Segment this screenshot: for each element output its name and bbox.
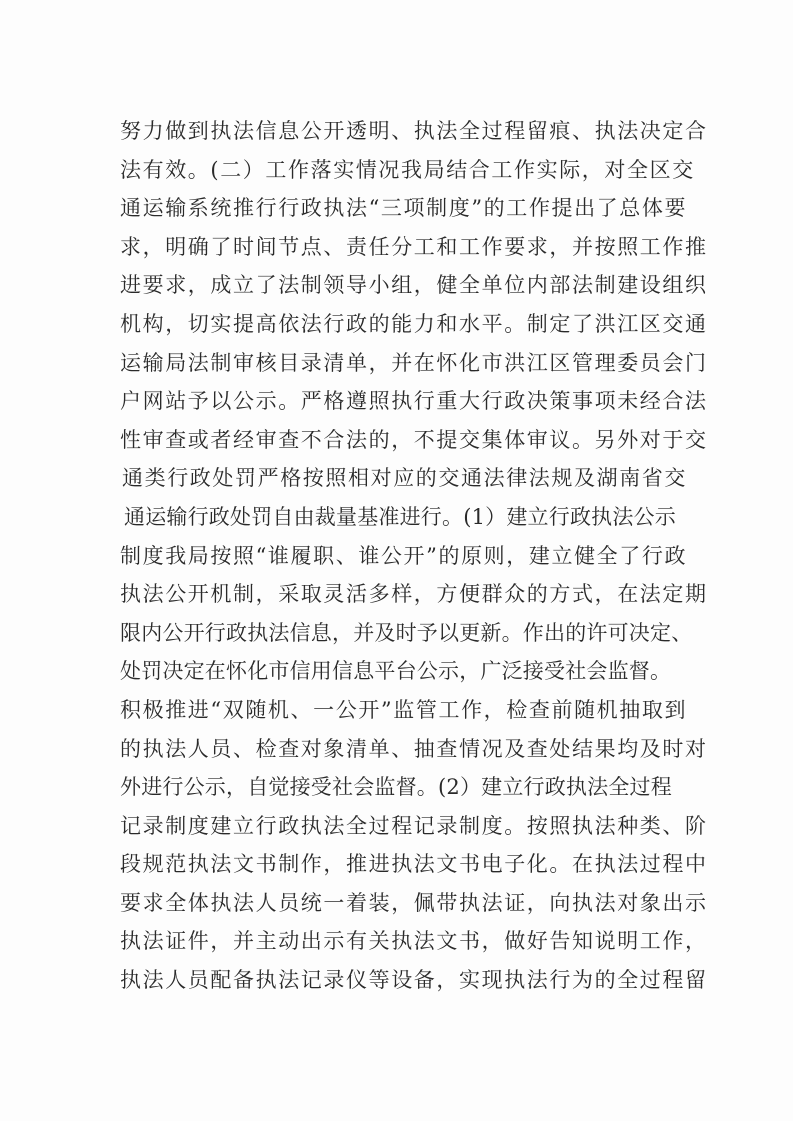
- text-line: 的执法人员、检查对象清单、抽查情况及查处结果均及时对: [120, 736, 708, 761]
- text-line: 求，明确了时间节点、责任分工和工作要求，并按照工作推: [120, 234, 708, 259]
- text-line: 通类行政处罚严格按照相对应的交通法律法规及湖南省交: [122, 466, 687, 491]
- text-line: 制度我局按照“谁履职、谁公开”的原则，建立健全了行政: [120, 543, 688, 568]
- text-line: 限内公开行政执法信息，并及时予以更新。作出的许可决定、: [120, 620, 693, 645]
- text-line: 记录制度建立行政执法全过程记录制度。按照执法种类、阶: [120, 813, 708, 838]
- text-line: 努力做到执法信息公开透明、执法全过程留痕、执法决定合: [120, 119, 708, 143]
- text-line: 通运输行政处罚自由裁量基准进行。(1）建立行政执法公示: [124, 504, 676, 529]
- text-line: 执法人员配备执法记录仪等设备，实现执法行为的全过程留: [120, 968, 708, 993]
- text-line: 积极推进“双随机、一公开”监管工作，检查前随机抽取到: [120, 697, 688, 722]
- text-line: 通运输系统推行行政执法“三项制度”的工作提出了总体要: [120, 196, 688, 221]
- text-line: 段规范执法文书制作，推进执法文书电子化。在执法过程中: [120, 852, 708, 877]
- text-line: 进要求，成立了法制领导小组，健全单位内部法制建设组织: [120, 273, 708, 298]
- text-line: 运输局法制审核目录清单，并在怀化市洪江区管理委员会门: [120, 350, 708, 375]
- text-line: 执法公开机制，采取灵活多样，方便群众的方式，在法定期: [120, 582, 708, 607]
- text-line: 户网站予以公示。严格遵照执行重大行政决策事项未经合法: [120, 389, 708, 414]
- text-line: 机构，切实提高依法行政的能力和水平。制定了洪江区交通: [120, 311, 708, 336]
- text-line: 执法证件，并主动出示有关执法文书，做好告知说明工作，: [120, 929, 708, 954]
- text-line: 要求全体执法人员统一着装，佩带执法证，向执法对象出示: [120, 890, 708, 915]
- text-line: 处罚决定在怀化市信用信息平台公示，广泛接受社会监督。: [120, 659, 672, 684]
- text-line: 外进行公示，自觉接受社会监督。(2）建立行政执法全过程: [120, 775, 672, 800]
- body-text: [120, 113, 708, 1001]
- text-line: 性审查或者经审查不合法的，不提交集体审议。另外对于交: [120, 427, 708, 452]
- text-line: 法有效。(二）工作落实情况我局结合工作实际，对全区交: [120, 157, 695, 182]
